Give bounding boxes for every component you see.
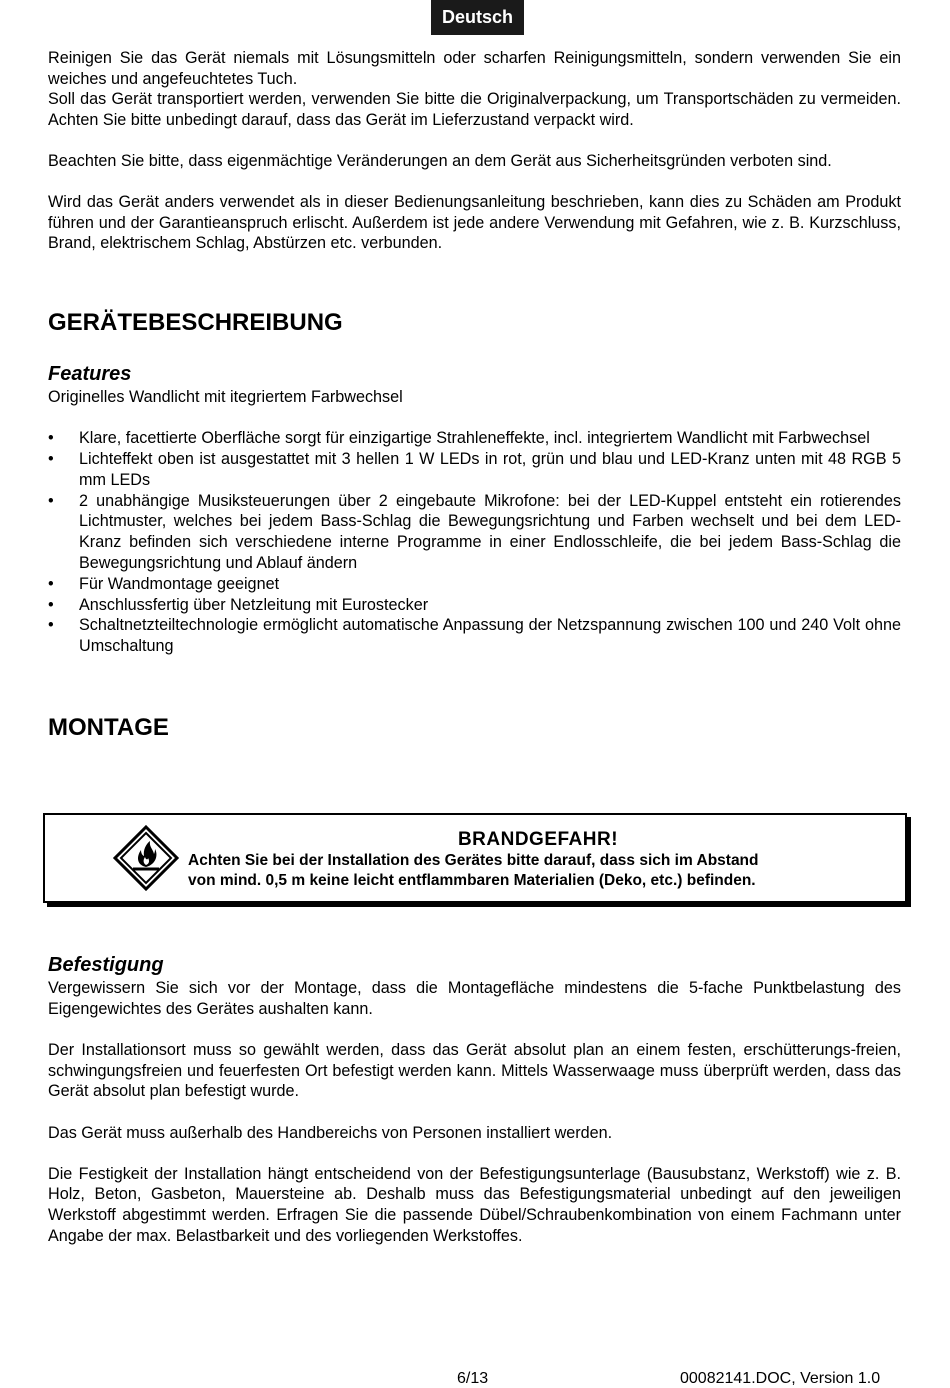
intro-paragraph-transport: Soll das Gerät transportiert werden, verwenden Sie bitte die Originalverpackung, um Transportschäden zu vermeiden. Achten Sie bitte unbedingt darauf, dass das Gerät im Lieferzustand verpackt wird. bbox=[48, 90, 901, 129]
warning-line-2: von mind. 0,5 m keine leicht entflammbaren Materialien (Deko, etc.) befinden. bbox=[188, 872, 756, 889]
warning-text bbox=[188, 851, 759, 891]
list-item: • Schaltnetzteiltechnologie ermöglicht automatische Anpassung der Netzspannung zwischen 100 und 240 Volt ohne Umschaltung bbox=[48, 616, 901, 656]
intro-paragraph-cleaning: Reinigen Sie das Gerät niemals mit Lösungsmitteln oder scharfen Reinigungsmitteln, sondern verwenden Sie ein weiches und angefeuchtetes Tuch. bbox=[48, 49, 901, 88]
document-body bbox=[48, 48, 901, 1246]
subheading-befestigung: Befestigung bbox=[48, 954, 164, 977]
list-item: • 2 unabhängige Musiksteuerungen über 2 eingebaute Mikrofone: bei der LED-Kuppel entsteht ein rotierendes Lichtmuster, welches bei jedem Bass-Schlag die Bewegungsrichtung und Farben wechselt und bei dem LED-Kranz befinden sich verschiedene interne Programme in einer Endlosschleife, die bei jedem Bass-Schlag die Bewegungsrichtung und Ablauf ändern bbox=[48, 491, 901, 572]
befestigung-paragraph-reach: Das Gerät muss außerhalb des Handbereichs von Personen installiert werden. bbox=[48, 1123, 613, 1142]
flammable-warning-icon bbox=[113, 825, 179, 891]
subheading-features: Features bbox=[48, 362, 132, 385]
document-version: 00082141.DOC, Version 1.0 bbox=[680, 1370, 881, 1387]
page-number: 6/13 bbox=[457, 1370, 489, 1387]
bullet-icon: • bbox=[48, 429, 54, 448]
intro-paragraph-usage: Wird das Gerät anders verwendet als in dieser Bedienungsanleitung beschrieben, kann dies zu Schäden am Produkt führen und der Garantieanspruch erlischt. Außerdem ist jede andere Verwendung mit Gefahren, wie z. B. Kurzschluss, Brand, elektrischem Schlag, Abstürzen etc. verbunden. bbox=[48, 193, 901, 253]
features-intro: Originelles Wandlicht mit itegriertem Farbwechsel bbox=[48, 387, 403, 406]
warning-title: BRANDGEFAHR! bbox=[457, 829, 619, 850]
fire-warning-box bbox=[43, 813, 907, 903]
section-heading-description: GERÄTEBESCHREIBUNG bbox=[48, 308, 343, 336]
feature-list bbox=[48, 428, 901, 657]
befestigung-paragraph-strength: Die Festigkeit der Installation hängt entscheidend von der Befestigungsunterlage (Bausubstanz, Werkstoff) wie z. B. Holz, Beton, Gasbeton, Mauersteine ab. Deshalb muss das Befestigungsmaterial unbedingt auf den jeweiligen Werkstoff abgestimmt werden. Erfragen Sie die passende Dübel/Schraubenkombination von einem Fachmann unter Angabe der max. Belastbarkeit und des vorliegenden Werkstoffes. bbox=[48, 1164, 901, 1245]
bullet-icon: • bbox=[48, 449, 54, 468]
warning-line-1: Achten Sie bei der Installation des Gerätes bitte darauf, dass sich im Abstand bbox=[188, 852, 759, 869]
bullet-icon: • bbox=[48, 574, 54, 593]
bullet-icon: • bbox=[48, 491, 54, 510]
bullet-icon: • bbox=[48, 595, 54, 614]
list-item: • Klare, facettierte Oberfläche sorgt für einzigartige Strahleneffekte, incl. integriertem Wandlicht mit Farbwechsel bbox=[48, 429, 870, 448]
bullet-icon: • bbox=[48, 616, 54, 635]
list-item: • Lichteffekt oben ist ausgestattet mit 3 hellen 1 W LEDs in rot, grün und blau und LED-Kranz unten mit 48 RGB 5 mm LEDs bbox=[48, 449, 901, 489]
section-heading-montage: MONTAGE bbox=[48, 713, 169, 741]
list-item: • Für Wandmontage geeignet bbox=[48, 574, 280, 593]
intro-paragraph-modifications: Beachten Sie bitte, dass eigenmächtige Veränderungen an dem Gerät aus Sicherheitsgründen verboten sind. bbox=[48, 151, 832, 170]
befestigung-paragraph-load: Vergewissern Sie sich vor der Montage, dass die Montagefläche mindestens die 5-fache Punktbelastung des Eigengewichtes des Gerätes aushalten kann. bbox=[48, 979, 901, 1019]
language-badge: Deutsch bbox=[431, 0, 524, 35]
list-item: • Anschlussfertig über Netzleitung mit Eurostecker bbox=[48, 595, 429, 614]
befestigung-paragraph-location: Der Installationsort muss so gewählt werden, dass das Gerät absolut plan an einem festen, erschütterungs-freien, schwingungsfreien und feuerfesten Ort befestigt werden kann. Mittels Wasserwaage muss überprüft werden, dass das Gerät absolut plan befestigt wurde. bbox=[48, 1041, 901, 1101]
